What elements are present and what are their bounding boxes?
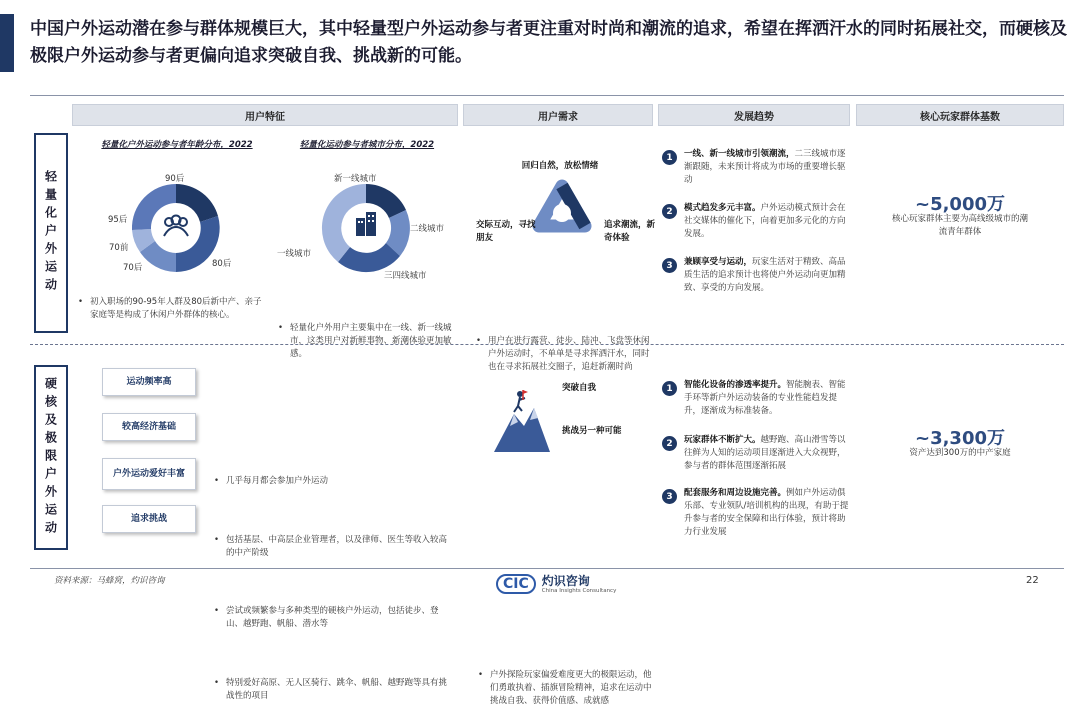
light-trend-2-number: 2 xyxy=(662,204,677,219)
hard-feature-2: • 包括基层、中高层企业管理者，以及律师、医生等收入较高的中产阶级 xyxy=(214,534,454,560)
hard-trend-3-head: 配套服务和周边设施完善。 xyxy=(684,488,787,498)
city-donut-chart xyxy=(318,180,414,276)
header-trends: 发展趋势 xyxy=(658,104,850,126)
header-user-features: 用户特征 xyxy=(72,104,458,126)
hard-feature-4: • 特别爱好高原、无人区骑行、跳伞、帆船、越野跑等具有挑战性的项目 xyxy=(214,677,454,703)
age-donut-chart xyxy=(128,180,224,276)
title-accent-bar xyxy=(0,14,14,72)
hard-tag-hobbies: 户外运动爱好丰富 xyxy=(102,458,196,490)
age-label-70: 70后 xyxy=(123,263,143,273)
cycle-arrows-icon xyxy=(527,180,597,246)
cic-logo xyxy=(496,574,616,594)
light-trend-3-number: 3 xyxy=(662,258,677,273)
age-label-70-before: 70前 xyxy=(109,243,129,253)
light-need-desc: • 用户在进行露营、徒步、陆冲、飞盘等休闲户外运动时，不单单是寻求挥洒汗水，同时也在寻求拓展社交圈子，追赶新潮时尚 xyxy=(476,335,652,374)
hard-trend-2-head: 玩家群体不断扩大。 xyxy=(684,435,761,445)
light-trend-1-body: 二三线城市逐渐跟随，未来预计将成为市场的重要增长驱动 xyxy=(684,149,846,185)
light-trend-3-body: 玩家生活对于精致、高品质生活的追求预计也将使户外运动向更加精致、享受的方向发展。 xyxy=(684,257,846,293)
city-chart-title: 轻量化运动参与者城市分布，2022 xyxy=(299,140,435,150)
header-user-needs: 用户需求 xyxy=(463,104,653,126)
hard-trend-1-body: 智能腕表、智能手环等新户外运动装备的专业性能趋发提升，逐渐成为标准装备。 xyxy=(684,380,846,416)
hard-trend-3-body: 例如户外运动俱乐部、专业领队/培训机构的出现，有助于提升参与者的安全保障和出行体验，预计将助力行业发展 xyxy=(684,488,849,537)
hard-trend-3-number: 3 xyxy=(662,489,677,504)
city-label-tier1: 一线城市 xyxy=(277,249,312,259)
source-note: 资料来源：马蜂窝，灼识咨询 xyxy=(54,576,165,586)
cic-logo-cn: 灼识咨询 xyxy=(541,573,590,588)
light-feature-2: • 轻量化户外用户主要集中在一线、新一线城市，这类用户对新鲜事物、新潮体验更加敏感。 xyxy=(278,322,458,361)
age-label-90: 90后 xyxy=(165,174,185,184)
mountain-climber-icon xyxy=(490,386,552,456)
hard-need-desc: • 户外探险玩家偏爱难度更大的极限运动，他们勇敢执着、插旗冒险精神，追求在运动中挑战自我、获得价值感、成就感 xyxy=(478,669,652,708)
header-base: 核心玩家群体基数 xyxy=(856,104,1064,126)
page-title: 中国户外运动潜在参与群体规模巨大，其中轻量型户外运动参与者更注重对时尚和潮流的追求，希望在挥洒汗水的同时拓展社交，而硬核及极限户外运动参与者更偏向追求突破自我、挑战新的可能。 xyxy=(30,19,1067,66)
light-trend-3-head: 兼顾享受与运动， xyxy=(684,257,753,267)
light-trend-1-head: 一线、新一线城市引领潮流， xyxy=(684,149,795,159)
row-label-hard: 硬核及极限户外运动 xyxy=(34,365,68,550)
light-need-right: 追求潮流，新奇体验 xyxy=(604,220,656,243)
hard-trend-2 xyxy=(684,434,850,473)
hard-feature-3: • 尝试或频繁参与多种类型的硬核户外运动，包括徒步、登山、越野跑、帆船、潜水等 xyxy=(214,605,454,631)
hard-base-desc: 资产达到300万的中产家庭 xyxy=(909,448,1011,458)
page-number: 22 xyxy=(1026,575,1039,586)
light-feature-1: • 初入职场的90-95年人群及80后新中产、亲子家庭等是构成了休闲户外群体的核心。 xyxy=(78,296,268,322)
hard-need-top: 突破自我 xyxy=(562,383,597,393)
hard-tag-challenge: 追求挑战 xyxy=(102,505,196,533)
hard-trend-1 xyxy=(684,379,850,418)
light-need-left: 交际互动，寻找朋友 xyxy=(476,220,536,243)
city-label-tier34: 三四线城市 xyxy=(384,271,427,281)
hard-tag-frequency: 运动频率高 xyxy=(102,368,196,396)
light-trend-2-body: 户外运动模式预计会在社交媒体的催化下，向着更加多元化的方向发展。 xyxy=(684,203,846,239)
hard-feature-1: • 几乎每月都会参加户外运动 xyxy=(214,475,454,488)
age-chart-title: 轻量化户外运动参与者年龄分布，2022 xyxy=(101,140,253,150)
divider-bottom xyxy=(30,568,1064,569)
hard-trend-1-head: 智能化设备的渗透率提升。 xyxy=(684,380,787,390)
cic-logo-en: China Insights Consultancy xyxy=(541,587,617,594)
divider-top xyxy=(30,95,1064,96)
city-label-tier2: 二线城市 xyxy=(410,224,445,234)
light-trend-2-head: 模式趋发多元丰富。 xyxy=(684,203,761,213)
hard-trend-2-body: 越野跑、高山滑雪等以往鲜为人知的运动项目逐渐进入大众视野，参与者的群体范围逐渐拓展 xyxy=(684,435,846,471)
hard-base-value: ~3,300万 xyxy=(914,428,1006,449)
light-trend-1 xyxy=(684,148,850,187)
light-trend-2 xyxy=(684,202,850,241)
light-base-value: ~5,000万 xyxy=(914,194,1006,215)
hard-need-mid: 挑战另一种可能 xyxy=(562,426,622,436)
row-label-light: 轻量化户外运动 xyxy=(34,133,68,333)
light-trend-1-number: 1 xyxy=(662,150,677,165)
light-need-top: 回归自然，放松情绪 xyxy=(521,161,599,171)
row-divider xyxy=(30,344,1064,345)
hard-tag-economy: 较高经济基础 xyxy=(102,413,196,441)
hard-trend-2-number: 2 xyxy=(662,436,677,451)
light-base-desc: 核心玩家群体主要为高线级城市的潮流青年群体 xyxy=(891,214,1028,237)
city-label-new-tier1: 新一线城市 xyxy=(334,174,377,184)
age-label-95: 95后 xyxy=(108,215,128,225)
hard-trend-3 xyxy=(684,487,850,539)
light-trend-3 xyxy=(684,256,850,295)
age-label-80: 80后 xyxy=(212,259,232,269)
hard-trend-1-number: 1 xyxy=(662,381,677,396)
cic-logo-mark: CIC xyxy=(496,574,536,594)
